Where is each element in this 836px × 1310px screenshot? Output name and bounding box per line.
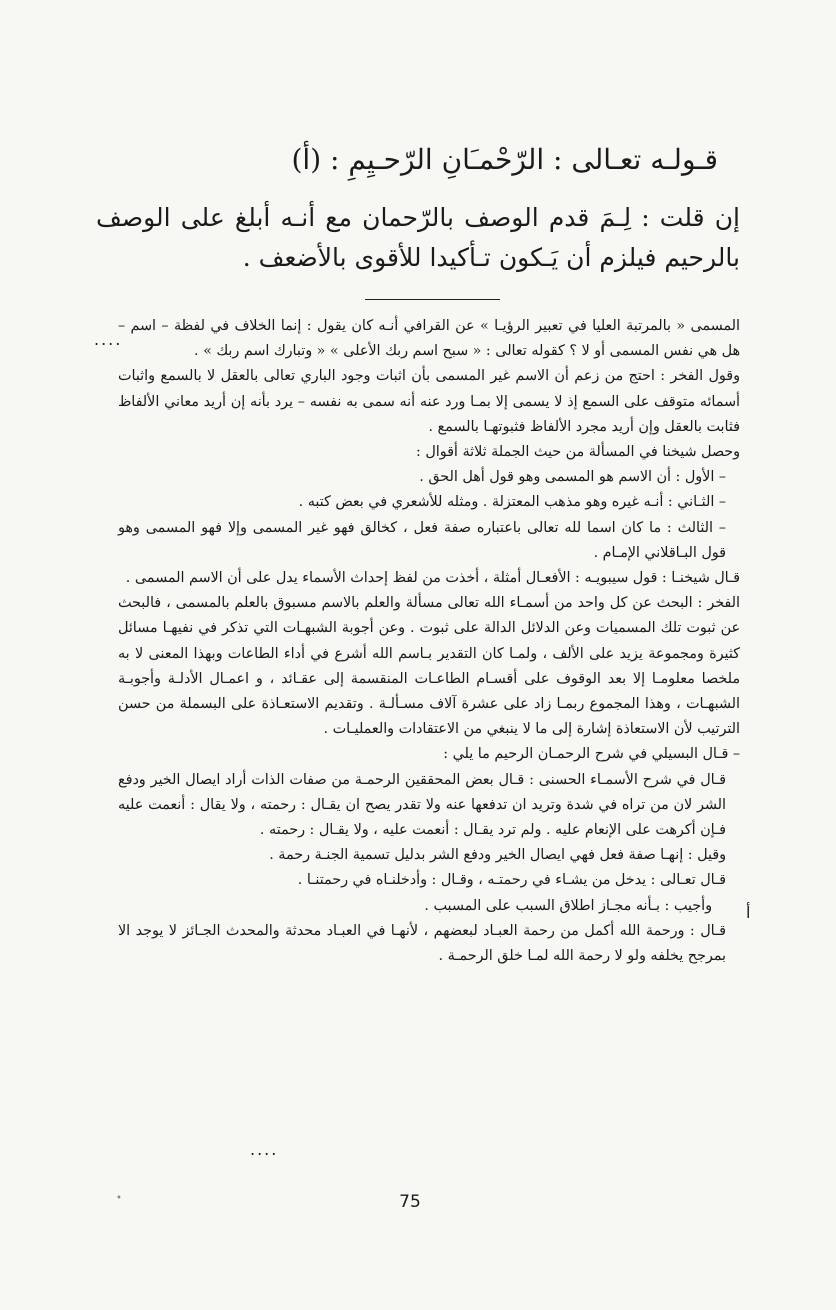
footnote-paragraph: وأجيب : بـأنه مجـاز اطلاق السبب على المسبب . [424,897,712,914]
main-paragraph: إن قلت : لِـمَ قدم الوصف بالرّحمان مع أنـه أبلغ على الوصف بالرحيم فيلزم أن يَـكون تـأكيدا للأقوى بالأضعف . [96,203,740,272]
footnote-marker: أ [746,903,751,922]
footnote-paragraph: وحصل شيخنا في المسألة من حيث الجملة ثلاثة أقوال : [415,444,740,461]
footnote-paragraph: وقيل : إنهـا صفة فعل فهي ايصال الخير ودفع الشر بدليل تسمية الجنـة رحمة . [269,847,726,864]
footnote-paragraph: – قـال البسيلي في شرح الرحمـان الرحيم ما يلي : [443,746,740,763]
footnotes [118,314,740,969]
footnote-paragraph: الفخر : البحث عن كل واحد من أسمـاء الله تعالى مسألة والعلم بالاسم مسبوق بالعلم بالمسمى ، فالبحث عن ثبوت تلك المسميات وعن الدلائل الدالة على ثبوت . وعن أجوبة الشبهـات التي تذكر في نفيهـا مسائل كثيرة ومجموعة يزيد على الألف ، ولمـا كان التقدير بـاسم الله أشرع في أداء الطاعات وبهذا المعنى لا به ملخصا معلومـا إلا بعد الوقوف على أقسـام الطاعـات المنقسمة إلى عقـائد ، و اعمـال الأدلـة وأجوبـة الشبهـات ، وهذا المجموع ربمـا زاد على عشرة آلاف مسـألـة . وتقديم الاستعـاذة على البسملة من حسن الترتيب لأن الاستعاذة إشارة إلى ما لا ينبغي من الاعتقادات والعمليـات . [118,595,740,738]
scan-speck: • [116,1193,122,1204]
footnote-paragraph: وقول الفخر : احتج من زعم أن الاسم غير المسمى بأن اثبات وجود الباري تعالى بالعقل لا بالسمع واثبات أسمائه متوقف على السمع إذ لا يسمى إلا بمـا ورد عنه أنه سمى به نفسه – يرد بأنه إن أريد معاني الألفاظ فثابت بالعقل وإن أريد مجرد الألفاظ فثبوتهـا بالسمع . [118,368,740,435]
footnote-paragraph: – الثـاني : أنـه غيره وهو مذهب المعتزلة . ومثله للأشعري في بعض كتبه . [298,494,726,511]
section-heading: قـولـه تعـالى : الرّحْمـَانِ الرّحـيِمِ : (أ) [291,143,718,176]
footnote-paragraph: – الأول : أن الاسم هو المسمى وهو قول أهل الحق . [419,469,726,486]
footnote-paragraph: قـال شيخنـا : قول سيبويـه : الأفعـال أمثلة ، أخذت من لفظ إحداث الأسماء يدل على أن الاسم المسمى . [125,570,740,587]
footnote-paragraph: قـال تعـالى : يدخل من يشـاء في رحمتـه ، وقـال : وأدخلنـاه في رحمتنـا . [297,872,726,889]
footnote-paragraph: – الثالث : ما كان اسما لله تعالى باعتباره صفة فعل ، كخالق فهو غير المسمى وإلا فهو المسمى وهو قول البـاقلاني الإمـام . [118,519,726,561]
footnote-paragraph: المسمى « بالمرتبة العليا في تعبير الرؤيـا » عن القرافي أنـه كان يقول : إنما الخلاف في لفظة – اسم – هل هي نفس المسمى أو لا ؟ كقوله تعالى : « سبح اسم ربك الأعلى » « وتبارك اسم ربك » . [118,318,740,360]
footnote-paragraph: قـال في شرح الأسمـاء الحسنى : قـال بعض المحققين الرحمـة من صفات الذات أراد ايصال الخير ودفع الشر لان من تراه في شدة وتريد ان تدفعها عنه ولا تقدر يصح ان يقـال : رحمته ، ولا يقال : أنعمت عليه فـإن أكرهت على الإنعام عليه . ولم ترد يقـال : أنعمت عليه ، ولا يقـال : رحمته . [118,771,726,839]
main-text [96,198,740,278]
continuation-dots-top: .... [94,330,123,349]
continuation-dots-bottom: .... [250,1140,279,1159]
footnote-paragraph: قـال : ورحمة الله أكمل من رحمة العبـاد لبعضهم ، لأنهـا في العبـاد محدثة والمحدث الجـائز لا يوجد الا بمرجح يخلفه ولو لا رحمة الله لمـا خلق الرحمـة . [118,922,726,965]
page-number: 75 [399,1192,421,1212]
footnote-separator [365,299,500,300]
